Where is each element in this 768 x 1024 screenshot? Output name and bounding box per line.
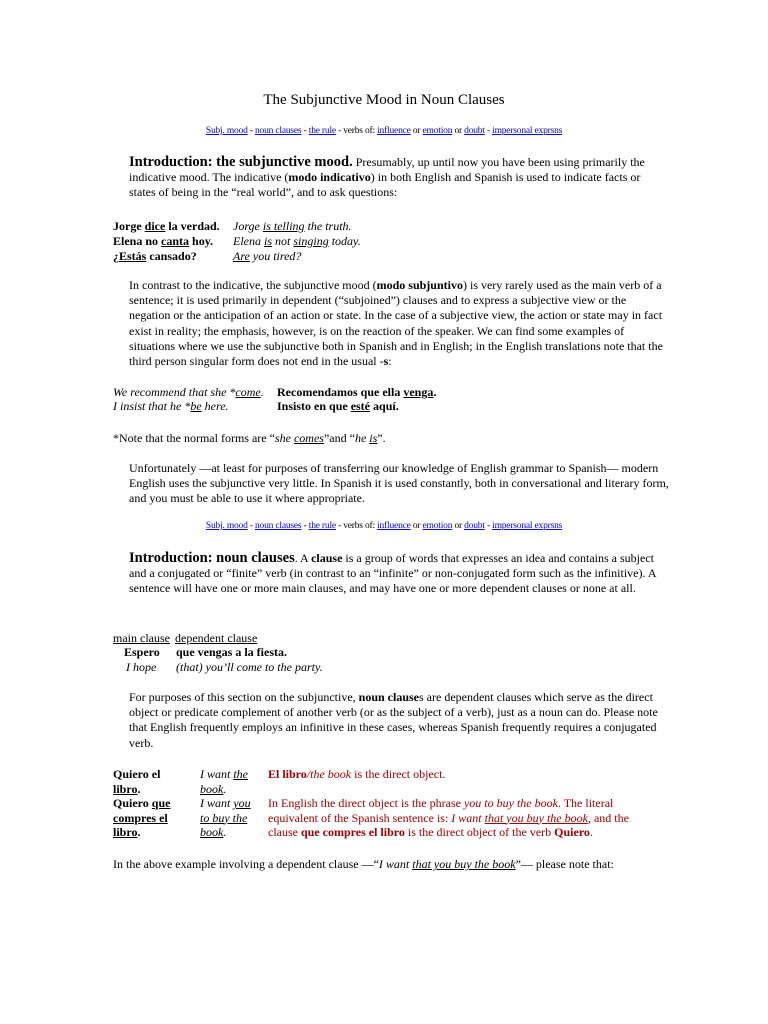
- nav-link-doubt[interactable]: doubt: [464, 521, 485, 531]
- nav-separator: -: [484, 521, 493, 531]
- intro-noun-clauses-paragraph: Introduction: noun clauses. A clause is a group of words that expresses an idea and contains a subject and a conjugated or “finite” verb (in contrast to an “infinite” or non-conjugated form such as the infinitive). A sentence will have one or more main clauses, and may have one or more dependent clauses or none at all.: [129, 550, 656, 596]
- nav-link-noun-clauses[interactable]: noun clauses: [255, 126, 302, 136]
- nav-link-influence[interactable]: influence: [377, 126, 411, 136]
- intro-noun-clauses-heading: Introduction: noun clauses: [129, 550, 295, 566]
- intro-subjunctive-heading: Introduction: the subjunctive mood.: [129, 154, 353, 170]
- table-r2-c1: Quiero que compres el libro.: [113, 796, 171, 839]
- nav-link-influence[interactable]: influence: [377, 521, 411, 531]
- clause-header-main: main clause: [113, 631, 170, 645]
- example-subjunctive-1-english: We recommend that she *come.: [113, 385, 264, 399]
- nav-separator: - verbs of:: [335, 126, 378, 136]
- nav-separator: or: [452, 521, 465, 531]
- nav-link-emotion[interactable]: emotion: [422, 521, 453, 531]
- nav-link-emotion[interactable]: emotion: [422, 126, 453, 136]
- example-indicative-3-spanish: ¿Estás cansado?: [113, 249, 197, 263]
- final-sentence: In the above example involving a dependent clause —“I want that you buy the book”— please note that:: [113, 857, 614, 871]
- nav-separator: - verbs of:: [335, 521, 378, 531]
- nav-link-impersonal-exprsns[interactable]: impersonal exprsns: [492, 126, 563, 136]
- table-r1-c2: I want the book.: [200, 767, 249, 796]
- example-indicative-2-english: Elena is not singing today.: [233, 234, 361, 248]
- nav-link-doubt[interactable]: doubt: [464, 126, 485, 136]
- table-r2-c2: I want you to buy the book.: [200, 796, 251, 839]
- nav-link-subj-mood[interactable]: Subj. mood: [205, 126, 248, 136]
- example-indicative-1-spanish: Jorge dice la verdad.: [113, 219, 220, 233]
- example-subjunctive-2-english: I insist that he *be here.: [113, 399, 229, 413]
- noun-clause-definition-paragraph: For purposes of this section on the subjunctive, noun clauses are dependent clauses which serve as the direct object or predicate complement of another verb (or as the subject of a verb), just as a noun can do. Please note that English frequently employs an infinitive in these cases, whereas Spanish frequently requires a conjugated verb.: [129, 690, 658, 750]
- example-indicative-1-english: Jorge is telling the truth.: [233, 219, 352, 233]
- intro-subjunctive-paragraph: Introduction: the subjunctive mood. Presumably, up until now you have been using primarily the indicative mood. The indicative (modo indicativo) in both English and Spanish is used to indicate facts or states of being in the “real world”, and to ask questions:: [129, 154, 645, 200]
- nav-link-noun-clauses[interactable]: noun clauses: [255, 521, 302, 531]
- contrast-paragraph: In contrast to the indicative, the subjunctive mood (modo subjuntivo) is very rarely used as the main verb of a sentence; it is used primarily in dependent (“subjoined”) clauses and to express a subjective view or the negation or the anticipation of an action or state. In the case of a subjective view, the action or state may in fact exist in reality; the emphasis, however, is on the reaction of the speaker. We can find some examples of situations where we use the subjunctive both in Spanish and in English; in the English translations note that the third person singular form does not end in the usual -s:: [129, 278, 663, 369]
- table-r1-c3: El libro/the book is the direct object.: [268, 767, 446, 781]
- nav-separator: or: [452, 126, 465, 136]
- nav-separator: or: [410, 126, 423, 136]
- clause-example-english-main: I hope: [126, 660, 157, 674]
- nav-bar-top: [0, 126, 768, 136]
- nav-link-the-rule[interactable]: the rule: [308, 126, 336, 136]
- nav-link-subj-mood[interactable]: Subj. mood: [205, 521, 248, 531]
- nav-bar-middle: [0, 521, 768, 531]
- example-indicative-2-spanish: Elena no canta hoy.: [113, 234, 214, 248]
- note-normal-forms: *Note that the normal forms are “she comes”and “he is”.: [113, 431, 386, 445]
- nav-separator: -: [247, 126, 255, 136]
- clause-example-spanish-main: Espero: [124, 645, 160, 659]
- nav-separator: -: [247, 521, 255, 531]
- nav-separator: -: [484, 126, 493, 136]
- clause-example-english-dependent: (that) you’ll come to the party.: [176, 660, 323, 674]
- nav-link-the-rule[interactable]: the rule: [308, 521, 336, 531]
- clause-header-dependent: dependent clause: [175, 631, 258, 645]
- clause-example-spanish-dependent: que vengas a la fiesta.: [176, 645, 287, 659]
- example-subjunctive-1-spanish: Recomendamos que ella venga.: [277, 385, 437, 399]
- example-indicative-3-english: Are you tired?: [233, 249, 302, 263]
- example-subjunctive-2-spanish: Insisto en que esté aquí.: [277, 399, 399, 413]
- table-r1-c1: Quiero el libro.: [113, 767, 161, 796]
- nav-link-impersonal-exprsns[interactable]: impersonal exprsns: [492, 521, 563, 531]
- nav-separator: -: [301, 126, 309, 136]
- page-title: The Subjunctive Mood in Noun Clauses: [263, 92, 505, 108]
- unfortunately-paragraph: Unfortunately —at least for purposes of transferring our knowledge of English grammar to Spanish— modern English uses the subjunctive very little. In Spanish it is used constantly, both in conversational and literary form, and you must be able to use it where appropriate.: [129, 461, 669, 506]
- nav-separator: or: [410, 521, 423, 531]
- nav-separator: -: [301, 521, 309, 531]
- table-r2-c3: In English the direct object is the phrase you to buy the book. The literal equivalent of the Spanish sentence is: I want that you buy the book, and the clause que compres el libro is the direct object of the verb Quiero.: [268, 796, 629, 839]
